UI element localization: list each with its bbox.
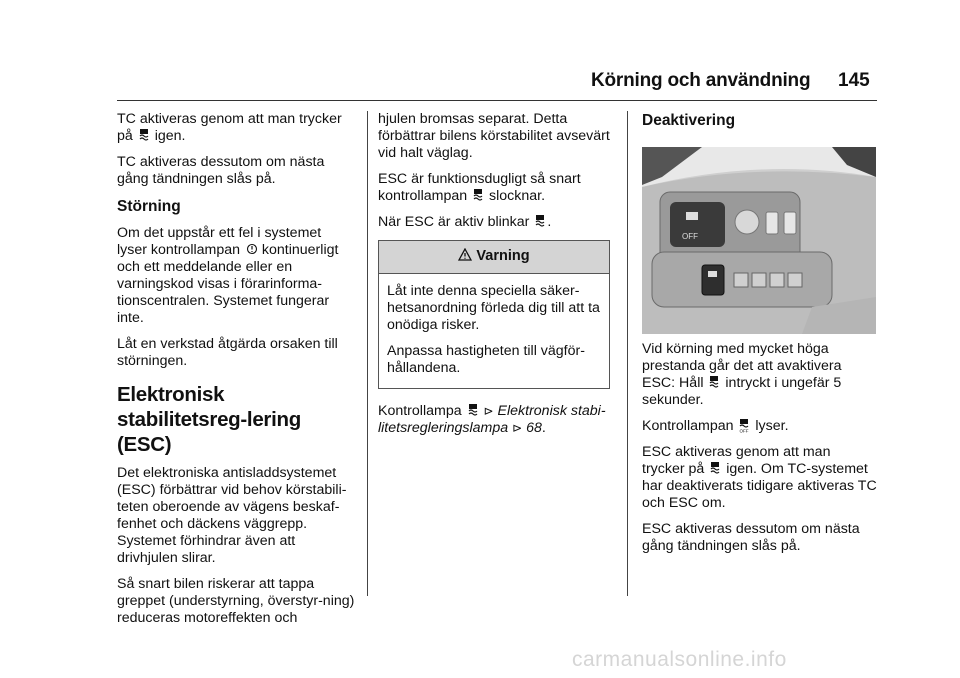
section-heading-esc: Elektronisk stabilitetsreg-lering (ESC) xyxy=(117,383,301,456)
traction-off-icon xyxy=(139,129,149,141)
paragraph: ESC är funktionsdugligt så snart kontrollampan slocknar. xyxy=(378,171,581,204)
reference-link[interactable]: litetsregleringslampa xyxy=(378,420,509,436)
cross-reference: Kontrollampa ⊳ Elektronisk stabi- litetsregleringslampa ⊳ 68. xyxy=(378,403,606,436)
section-heading-deactivation: Deaktivering xyxy=(642,112,736,129)
page-number: 145 xyxy=(838,70,870,91)
esc-lamp-icon xyxy=(468,404,478,416)
column-1 xyxy=(117,111,357,636)
paragraph: Vid körning med mycket höga prestanda går det att avaktivera ESC: Håll intryckt i ungefär 5 sekunder. xyxy=(642,341,842,408)
warning-header: Varning xyxy=(379,241,609,274)
column-divider-left xyxy=(367,111,368,596)
paragraph: TC aktiveras genom att man trycker på igen. xyxy=(117,111,342,144)
warning-text: Låt inte denna speciella säker-hetsanordning förleda dig till att ta onödiga risker. xyxy=(387,283,600,333)
photo-button-label: OFF xyxy=(682,232,698,241)
esc-off-lamp-icon xyxy=(739,419,749,431)
watermark: carmanualsonline.info xyxy=(572,648,787,671)
esc-off-button-icon xyxy=(709,376,719,388)
warning-triangle-icon xyxy=(458,248,472,264)
esc-off-button-photo xyxy=(642,147,876,334)
warning-text: Anpassa hastigheten till vägför-hållandena. xyxy=(387,343,585,376)
page-header-title: Körning och användning xyxy=(591,70,811,91)
paragraph: Kontrollampan OFF lyser. xyxy=(642,418,789,434)
esc-off-button-icon xyxy=(710,462,720,474)
paragraph: Låt en verkstad åtgärda orsaken till störningen. xyxy=(117,336,338,369)
fault-lamp-icon xyxy=(246,243,256,255)
header-rule xyxy=(117,100,877,101)
paragraph: När ESC är aktiv blinkar . xyxy=(378,214,552,230)
esc-lamp-icon xyxy=(473,189,483,201)
column-2 xyxy=(378,111,614,446)
reference-link[interactable]: Elektronisk stabi- xyxy=(497,403,606,419)
paragraph: ESC aktiveras dessutom om nästa gång tändningen slås på. xyxy=(642,521,860,554)
reference-arrow-icon: ⊳ xyxy=(483,404,494,418)
svg-text:OFF: OFF xyxy=(739,428,749,433)
column-divider-right xyxy=(627,111,628,596)
reference-arrow-icon: ⊳ xyxy=(512,421,523,435)
warning-box xyxy=(378,240,610,389)
paragraph: TC aktiveras dessutom om nästa gång tändningen slås på. xyxy=(117,154,325,187)
column-3-text xyxy=(642,341,878,564)
paragraph: hjulen bromsas separat. Detta förbättrar bilens körstabilitet avsevärt vid halt väglag. xyxy=(378,111,610,161)
section-heading-fault: Störning xyxy=(117,198,181,215)
paragraph: ESC aktiveras genom att man trycker på igen. Om TC-systemet har deaktiverats tidigare aktiveras TC och ESC om. xyxy=(642,444,877,511)
paragraph: Så snart bilen riskerar att tappa greppet (understyrning, överstyr-ning) reduceras motoreffekten och xyxy=(117,576,355,626)
reference-page[interactable]: 68 xyxy=(526,420,542,436)
column-3 xyxy=(642,111,878,139)
esc-lamp-icon xyxy=(535,215,545,227)
paragraph: Det elektroniska antisladdsystemet (ESC) förbättrar vid behov körstabili-teten oberoende av vägens beskaf-fenhet och däckens väggrepp. Systemet förhindrar även att drivhjulen slirar. xyxy=(117,465,347,566)
paragraph: Om det uppstår ett fel i systemet lyser kontrollampan kontinuerligt och ett meddelande eller en varningskod visas i förarinforma-tionscentralen. Systemet fungerar inte. xyxy=(117,225,339,326)
